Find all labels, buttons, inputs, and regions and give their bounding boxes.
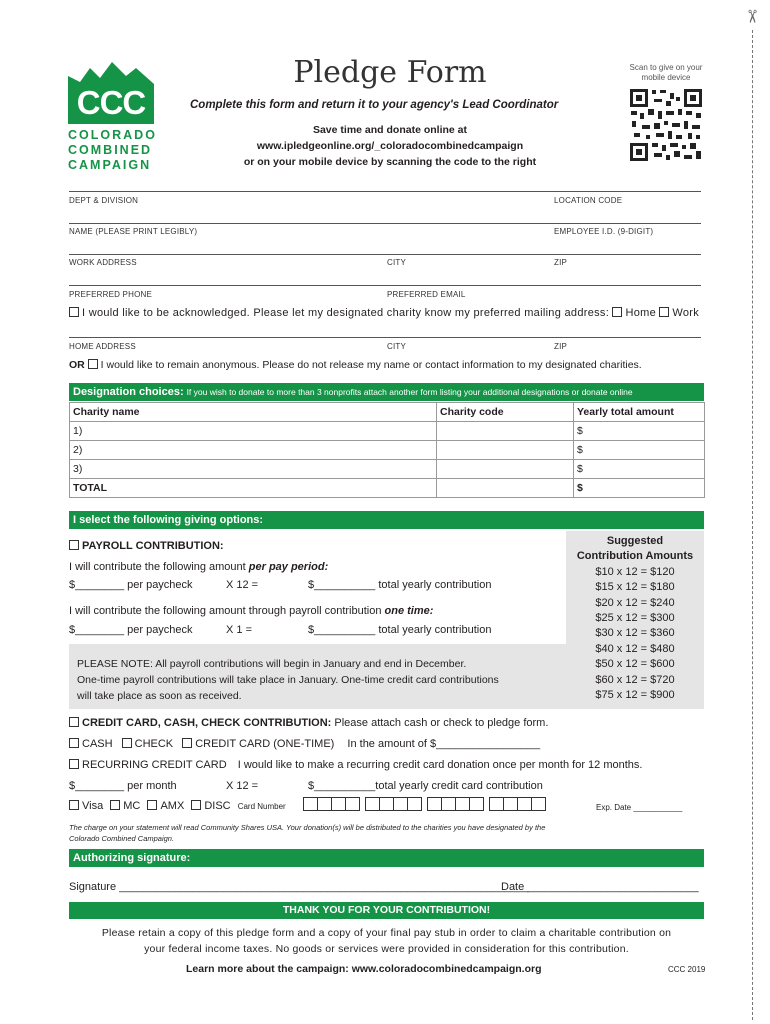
page-title: Pledge Form bbox=[293, 55, 487, 90]
suggested-amount: $60 x 12 = $720 bbox=[595, 673, 675, 686]
payroll-title: PAYROLL CONTRIBUTION: bbox=[82, 540, 224, 552]
work-address-line[interactable] bbox=[69, 254, 701, 255]
charity-name-1[interactable]: 1) bbox=[70, 422, 437, 441]
work-address-label: WORK ADDRESS bbox=[69, 258, 137, 267]
payroll-note bbox=[69, 644, 566, 709]
per-pay-amount[interactable]: $________ per paycheck bbox=[69, 579, 193, 591]
table-row bbox=[70, 460, 705, 479]
page-subtitle: Complete this form and return it to your agency's Lead Coordinator bbox=[190, 99, 559, 111]
disclaimer bbox=[69, 822, 709, 844]
save-line-3: or on your mobile device by scanning the code to the right bbox=[243, 156, 537, 168]
name-line[interactable] bbox=[69, 223, 701, 224]
form-code: CCC 2019 bbox=[668, 965, 706, 974]
charity-amount-1[interactable]: $ bbox=[574, 422, 705, 441]
amex-label: AMX bbox=[160, 800, 185, 812]
designation-table bbox=[69, 402, 705, 498]
home-address-line[interactable] bbox=[69, 337, 701, 338]
home-city-label: CITY bbox=[387, 342, 407, 351]
logo-line-2: COMBINED bbox=[68, 143, 153, 157]
suggested-amount: $10 x 12 = $120 bbox=[595, 565, 675, 578]
dept-line[interactable] bbox=[69, 191, 701, 192]
logo-line-3: CAMPAIGN bbox=[68, 158, 152, 172]
anonymous-row bbox=[69, 359, 642, 371]
per-pay-mult: X 12 = bbox=[226, 579, 259, 591]
designation-bar bbox=[69, 383, 704, 401]
note-line-2: One-time payroll contributions will take place in January. One-time credit card contributions bbox=[77, 674, 499, 686]
credit-title-note: Please attach cash or check to pledge form. bbox=[334, 717, 549, 729]
credit-card-label: CREDIT CARD (ONE-TIME) bbox=[195, 738, 335, 750]
payroll-row bbox=[69, 540, 224, 552]
home-label: Home bbox=[625, 307, 656, 319]
logo bbox=[68, 62, 156, 172]
disclaimer-line-2: Colorado Combined Campaign. bbox=[69, 834, 175, 843]
total-label: TOTAL bbox=[70, 479, 437, 498]
recurring-row bbox=[69, 759, 642, 771]
dept-label: DEPT & DIVISION bbox=[69, 196, 139, 205]
home-zip-label: ZIP bbox=[554, 342, 568, 351]
col-charity-name: Charity name bbox=[70, 403, 437, 422]
recurring-checkbox[interactable] bbox=[69, 759, 79, 769]
one-time-em: one time: bbox=[384, 605, 434, 617]
disclaimer-line-1: The charge on your statement will read Community Shares USA. Your donation(s) will be distributed to the charities you have designated by the bbox=[69, 823, 546, 832]
phone-label: PREFERRED PHONE bbox=[69, 290, 153, 299]
suggested-amount: $25 x 12 = $300 bbox=[595, 612, 675, 625]
cut-line bbox=[752, 30, 753, 1020]
designation-note: If you wish to donate to more than 3 nonprofits attach another form listing your additional designations or donate online bbox=[186, 387, 633, 397]
one-time-mult: X 1 = bbox=[226, 624, 252, 636]
qr-code-icon[interactable] bbox=[628, 87, 704, 163]
zip-label: ZIP bbox=[554, 258, 568, 267]
anonymous-checkbox[interactable] bbox=[88, 359, 98, 369]
total-row bbox=[70, 479, 705, 498]
phone-line[interactable] bbox=[69, 285, 701, 286]
table-row bbox=[70, 441, 705, 460]
suggested-amount: $15 x 12 = $180 bbox=[595, 581, 675, 594]
employee-id-label: EMPLOYEE I.D. (9-DIGIT) bbox=[554, 227, 654, 236]
note-line-1: PLEASE NOTE: All payroll contributions will begin in January and end in December. bbox=[77, 658, 467, 670]
suggested-amount: $75 x 12 = $900 bbox=[595, 689, 675, 702]
suggested-amount: $50 x 12 = $600 bbox=[595, 658, 675, 671]
scan-text: Scan to give on your mobile device bbox=[629, 63, 703, 82]
check-label: CHECK bbox=[134, 738, 174, 750]
per-month-mult: X 12 = bbox=[226, 780, 259, 792]
per-month-field[interactable]: $________ per month bbox=[69, 780, 177, 792]
city-label: CITY bbox=[387, 258, 407, 267]
credit-title-row bbox=[69, 717, 548, 729]
disc-checkbox[interactable] bbox=[191, 800, 201, 810]
one-time-intro-row bbox=[69, 605, 433, 617]
credit-title: CREDIT CARD, CASH, CHECK CONTRIBUTION: bbox=[82, 717, 332, 729]
card-number-label: Card Number bbox=[237, 802, 286, 811]
home-address-label: HOME ADDRESS bbox=[69, 342, 136, 351]
charity-name-2[interactable]: 2) bbox=[70, 441, 437, 460]
giving-heading: I select the following giving options: bbox=[73, 514, 264, 526]
work-label: Work bbox=[672, 307, 700, 319]
col-charity-code: Charity code bbox=[437, 403, 574, 422]
learn-more[interactable]: Learn more about the campaign: www.coloradocombinedcampaign.org bbox=[186, 963, 542, 975]
one-time-intro: I will contribute the following amount through payroll contribution bbox=[69, 605, 382, 617]
charity-code-3[interactable] bbox=[437, 460, 574, 479]
retain-line-2: your federal income taxes. No goods or services were provided in consideration for this contribution. bbox=[144, 943, 629, 955]
per-pay-intro: I will contribute the following amount bbox=[69, 561, 246, 573]
charity-code-2[interactable] bbox=[437, 441, 574, 460]
suggested-title-1: Suggested bbox=[606, 535, 664, 547]
giving-bar bbox=[69, 511, 704, 529]
name-label: NAME (PLEASE PRINT LEGIBLY) bbox=[69, 227, 198, 236]
signature-field[interactable]: Signature ___________________________________________________________________ bbox=[69, 881, 530, 893]
suggested-amount: $30 x 12 = $360 bbox=[595, 627, 675, 640]
save-line-1: Save time and donate online at bbox=[312, 124, 468, 136]
charity-code-1[interactable] bbox=[437, 422, 574, 441]
suggested-amount: $40 x 12 = $480 bbox=[595, 642, 675, 655]
card-type-row bbox=[69, 800, 286, 812]
one-time-total[interactable]: $__________ total yearly contribution bbox=[308, 624, 492, 636]
email-label: PREFERRED EMAIL bbox=[387, 290, 466, 299]
total-amount[interactable]: $ bbox=[574, 479, 705, 498]
charity-amount-3[interactable]: $ bbox=[574, 460, 705, 479]
work-checkbox[interactable] bbox=[659, 307, 669, 317]
note-line-3: will take place as soon as received. bbox=[77, 690, 242, 702]
cash-checkbox[interactable] bbox=[69, 738, 79, 748]
charity-amount-2[interactable]: $ bbox=[574, 441, 705, 460]
thanks-bar bbox=[69, 902, 704, 919]
credit-card-checkbox[interactable] bbox=[182, 738, 192, 748]
suggested-amount: $20 x 12 = $240 bbox=[595, 596, 675, 609]
one-time-amount[interactable]: $________ per paycheck bbox=[69, 624, 193, 636]
suggested-amounts bbox=[566, 531, 704, 709]
acknowledge-checkbox[interactable] bbox=[69, 307, 79, 317]
cash-label: CASH bbox=[82, 738, 113, 750]
amex-checkbox[interactable] bbox=[147, 800, 157, 810]
check-checkbox[interactable] bbox=[122, 738, 132, 748]
cash-row bbox=[69, 738, 540, 750]
charity-name-3[interactable]: 3) bbox=[70, 460, 437, 479]
yearly-credit-field[interactable]: $__________total yearly credit card contribution bbox=[308, 780, 543, 792]
save-line-2[interactable]: www.ipledgeonline.org/_coloradocombinedcampaign bbox=[256, 140, 524, 152]
acknowledge-row bbox=[69, 307, 699, 319]
per-pay-intro-row bbox=[69, 561, 328, 573]
per-pay-total[interactable]: $__________ total yearly contribution bbox=[308, 579, 492, 591]
payroll-checkbox[interactable] bbox=[69, 540, 79, 550]
scissors-icon: ✂ bbox=[742, 8, 763, 25]
per-pay-em: per pay period: bbox=[248, 561, 329, 573]
disc-label: DISC bbox=[204, 800, 231, 812]
mc-checkbox[interactable] bbox=[110, 800, 120, 810]
mc-label: MC bbox=[123, 800, 141, 812]
acknowledge-text: I would like to be acknowledged. Please let my designated charity know my preferred mailing address: bbox=[82, 307, 610, 319]
col-yearly-amount: Yearly total amount bbox=[574, 403, 705, 422]
visa-checkbox[interactable] bbox=[69, 800, 79, 810]
logo-line-1: COLORADO bbox=[68, 128, 157, 142]
home-checkbox[interactable] bbox=[612, 307, 622, 317]
visa-label: Visa bbox=[82, 800, 104, 812]
anonymous-text: I would like to remain anonymous. Please do not release my name or contact information to my designated charities. bbox=[100, 359, 642, 371]
logo-mark: CCC bbox=[76, 84, 146, 121]
date-field[interactable]: Date ____________________________ bbox=[501, 881, 699, 893]
recurring-text: I would like to make a recurring credit card donation once per month for 12 months. bbox=[237, 759, 643, 771]
table-row bbox=[70, 422, 705, 441]
designation-heading: Designation choices: bbox=[73, 386, 184, 398]
amount-field[interactable]: In the amount of $_________________ bbox=[347, 738, 541, 750]
retain-text bbox=[69, 925, 704, 957]
credit-checkbox[interactable] bbox=[69, 717, 79, 727]
signature-heading: Authorizing signature: bbox=[73, 852, 191, 864]
location-code-label: LOCATION CODE bbox=[554, 196, 623, 205]
total-code-cell bbox=[437, 479, 574, 498]
signature-bar bbox=[69, 849, 704, 867]
thanks-text: THANK YOU FOR YOUR CONTRIBUTION! bbox=[282, 904, 491, 916]
card-number-input[interactable] bbox=[303, 797, 548, 811]
suggested-title-2: Contribution Amounts bbox=[576, 550, 694, 563]
retain-line-1: Please retain a copy of this pledge form and a copy of your final pay stub in order to claim a charitable contribution on bbox=[101, 927, 672, 939]
recurring-label: RECURRING CREDIT CARD bbox=[82, 759, 227, 771]
exp-date-field[interactable]: Exp. Date ___________ bbox=[596, 803, 683, 812]
or-label: OR bbox=[69, 359, 85, 371]
